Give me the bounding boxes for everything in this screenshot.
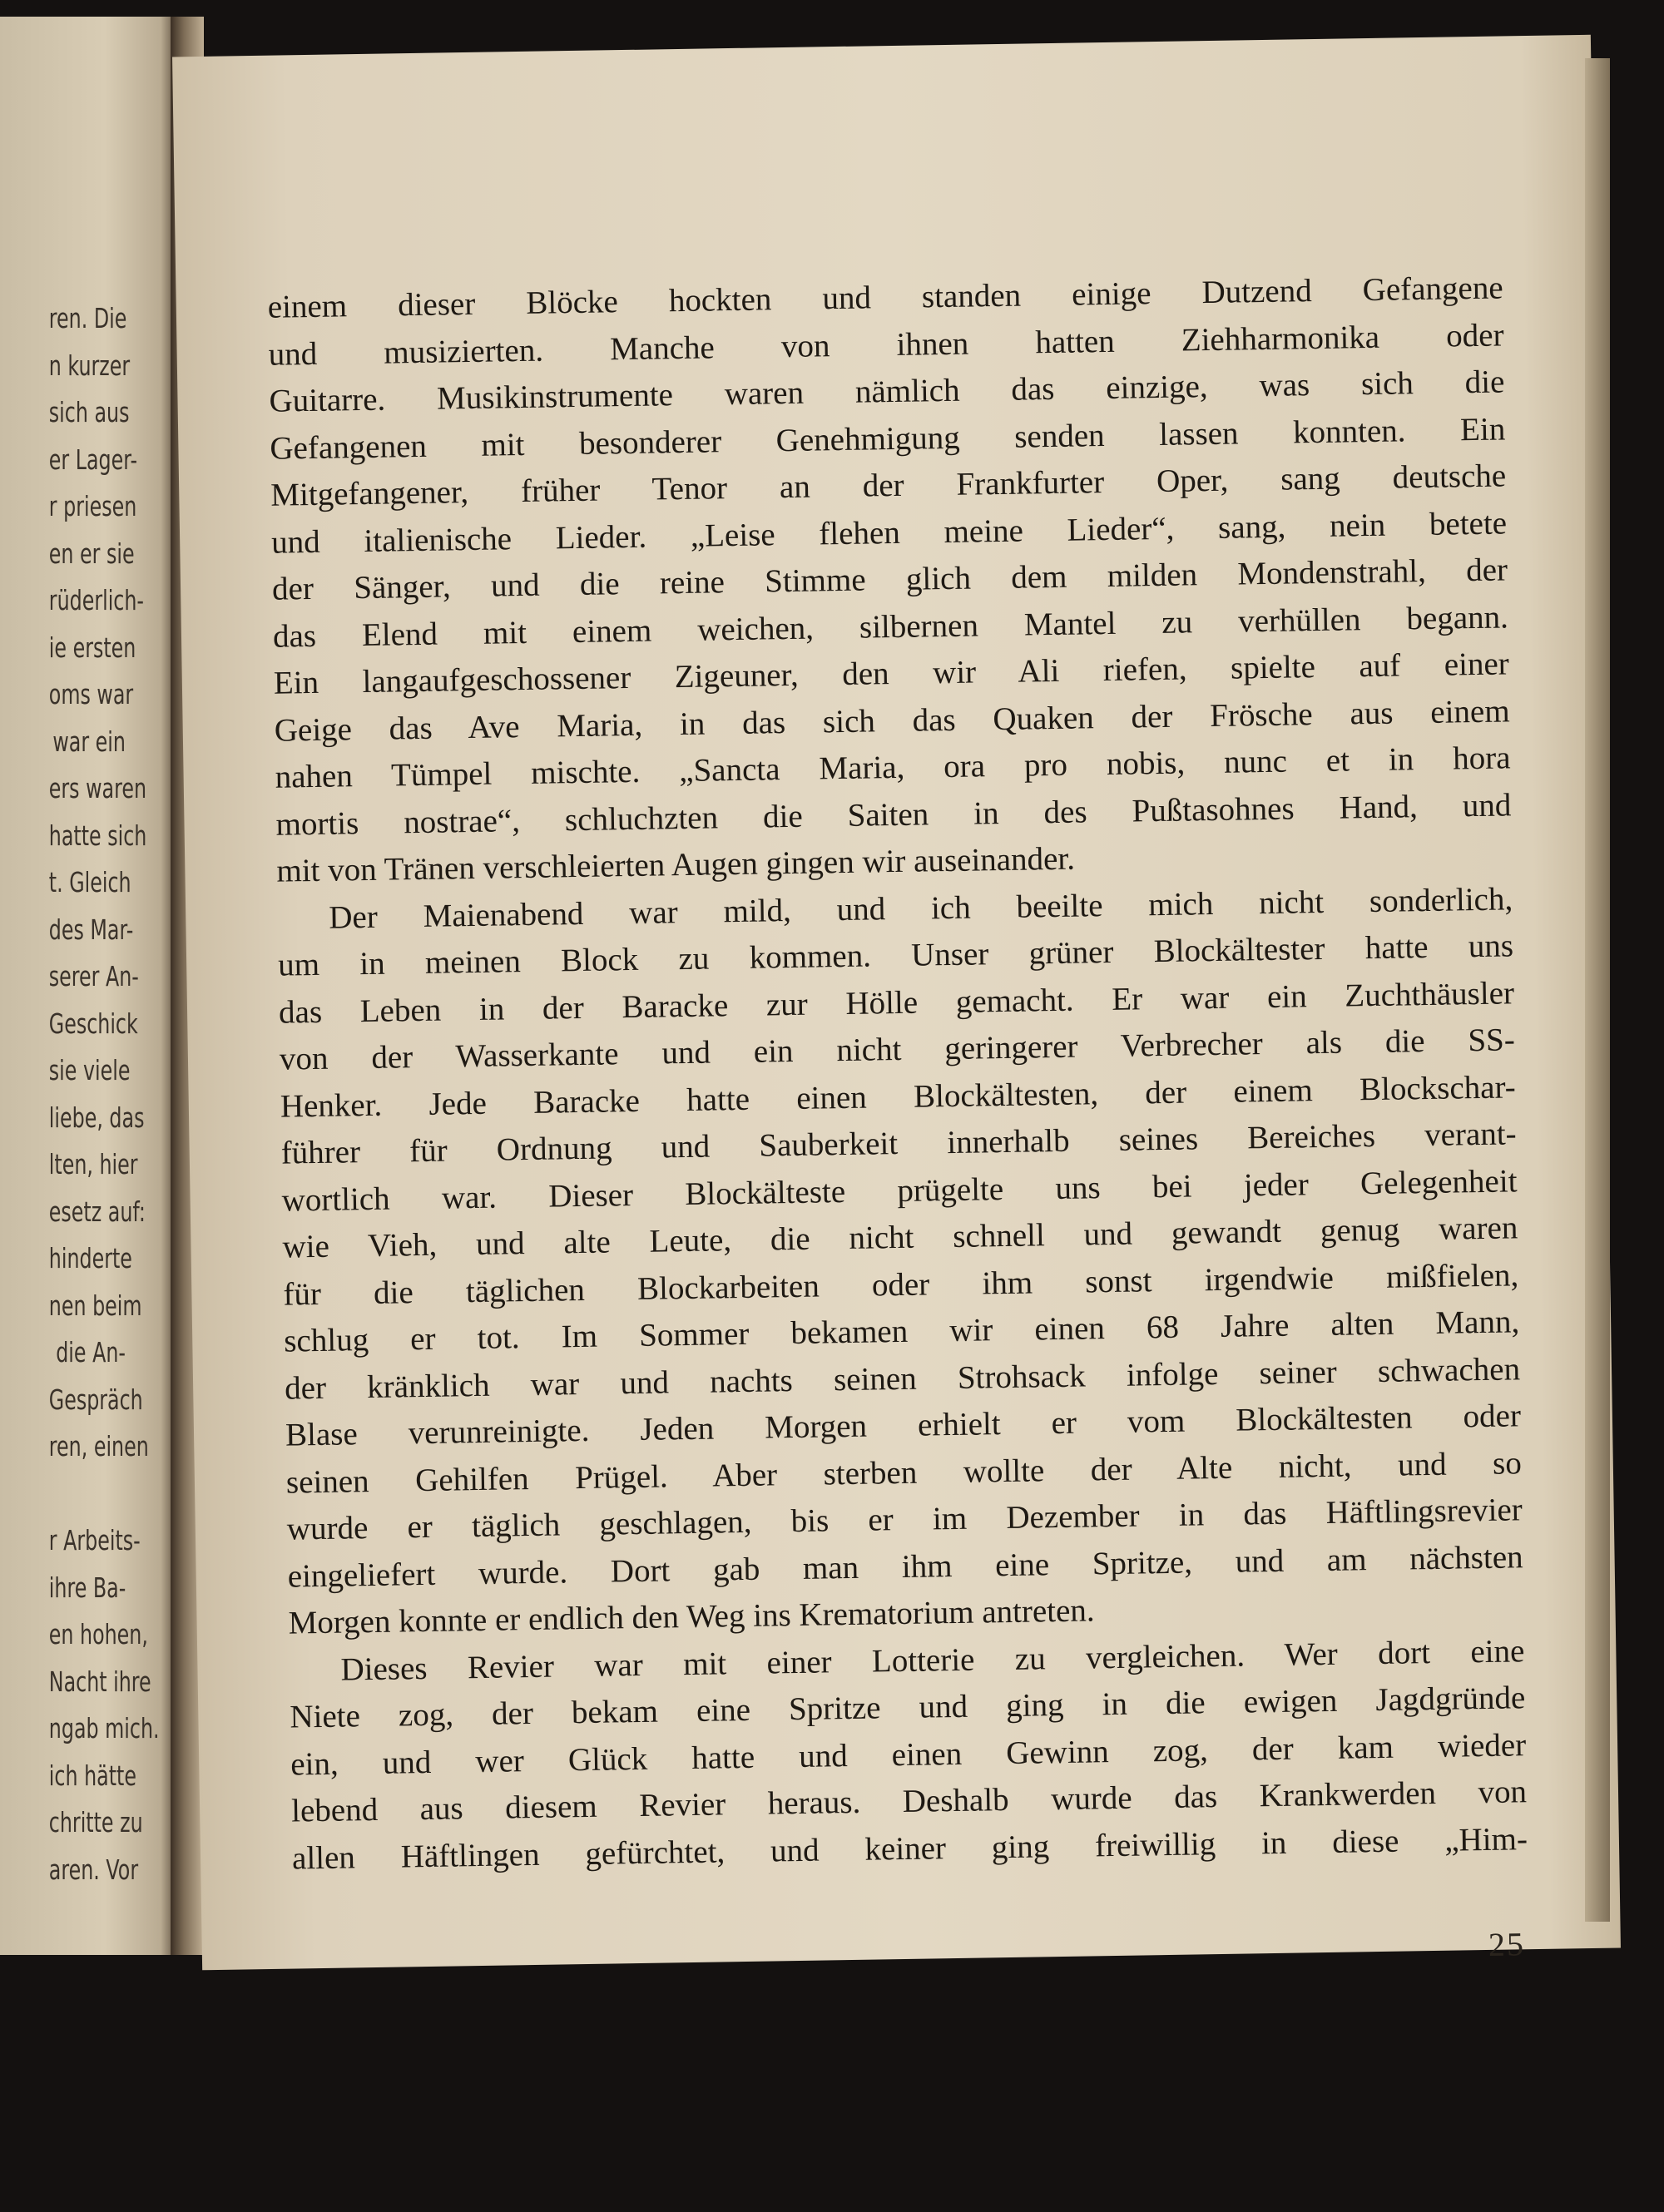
left-page-line: lten, hier — [48, 1148, 138, 1180]
text-line: Niete zog, der bekam eine Spritze und ging in die ewigen Jagdgründe — [290, 1680, 1526, 1735]
text-line: lebend aus diesem Revier heraus. Deshalb wurde das Krankwerden von — [290, 1774, 1528, 1829]
left-page-line: ren. Die — [48, 302, 127, 334]
left-page-line: hatte sich — [48, 819, 147, 852]
page-number: 25 — [1488, 1925, 1526, 1963]
text-line: nahen Tümpel mischte. „Sancta Maria, ora pro nobis, nunc et in hora — [275, 740, 1511, 795]
left-page-line: ngab mich. — [48, 1712, 160, 1744]
left-page-line: r Arbeits- — [48, 1524, 141, 1556]
text-line: Guitarre. Musikinstrumente waren nämlich das einzige, was sich die — [269, 364, 1505, 419]
left-page-line: liebe, das — [48, 1101, 145, 1134]
paragraph — [267, 265, 1512, 895]
text-line: von der Wasserkante und ein nicht geringerer Verbrecher als die SS- — [279, 1022, 1516, 1077]
paragraph — [289, 1628, 1528, 1883]
left-page-line: r priesen — [48, 490, 137, 522]
left-page-line: die An- — [56, 1336, 126, 1368]
text-line: Der Maienabend war mild, und ich beeilte mich nicht sonderlich, — [328, 880, 1513, 936]
text-line: seinen Gehilfen Prügel. Aber sterben wollte der Alte nicht, und so — [285, 1444, 1523, 1501]
left-page-line: Geschick — [48, 1007, 138, 1040]
text-line: das Leben in der Baracke zur Hölle gemacht. Er war ein Zuchthäusler — [278, 974, 1515, 1031]
left-page-line: nen beim — [48, 1289, 142, 1322]
left-page-line: ihre Ba- — [48, 1571, 126, 1604]
text-line: Morgen konnte er endlich den Weg ins Krematorium antreten. — [288, 1592, 1095, 1641]
left-page-line: ers waren — [48, 772, 147, 804]
left-page-line: rüderlich- — [48, 584, 144, 616]
text-line: für die täglichen Blockarbeiten oder ihm sonst irgendwie mißfielen, — [283, 1256, 1519, 1313]
text-line: wurde er täglich geschlagen, bis er im Dezember in das Häftlingsrevier — [286, 1492, 1523, 1547]
text-line: ein, und wer Glück hatte und einen Gewinn zog, der kam wieder — [290, 1726, 1527, 1783]
left-page-line: en hohen, — [48, 1618, 148, 1650]
left-page-line — [49, 1471, 175, 1518]
left-page-line: ich hätte — [48, 1759, 136, 1792]
paragraph — [277, 876, 1524, 1647]
text-line: mortis nostrae“, schluchzten die Saiten in des Pußtasohnes Hand, und — [275, 786, 1512, 843]
left-page-line: ie ersten — [48, 631, 136, 664]
text-line: schlug er tot. Im Sommer bekamen wir einen 68 Jahre alten Mann, — [283, 1304, 1520, 1359]
text-line: wortlich war. Dieser Blockälteste prügelte uns bei jeder Gelegenheit — [281, 1162, 1518, 1219]
left-page-line: serer An- — [48, 960, 139, 992]
text-line: allen Häftlingen gefürchtet, und keiner ging freiwillig in diese „Him- — [291, 1820, 1528, 1877]
text-line: Mitgefangener, früher Tenor an der Frankfurter Oper, sang deutsche — [270, 458, 1507, 513]
text-line: wie Vieh, und alte Leute, die nicht schnell und gewandt genug waren — [282, 1210, 1518, 1265]
left-page-text — [0, 295, 175, 1893]
text-line: Henker. Jede Baracke hatte einen Blockältesten, der einem Blockschar- — [280, 1068, 1517, 1125]
left-page-line: n kurzer — [48, 349, 131, 382]
right-page — [172, 35, 1621, 1970]
left-page-line: war ein — [52, 725, 126, 758]
left-page-line: esetz auf: — [48, 1195, 146, 1228]
text-line: Dieses Revier war mit einer Lotterie zu vergleichen. Wer dort eine — [340, 1632, 1525, 1688]
text-line: Geige das Ave Maria, in das sich das Quaken der Frösche aus einem — [274, 692, 1510, 749]
text-line: um in meinen Block zu kommen. Unser grüner Blockältester hatte uns — [277, 928, 1514, 983]
text-line: Blase verunreinigte. Jeden Morgen erhielt er vom Blockältesten oder — [285, 1398, 1522, 1453]
text-line: der Sänger, und die reine Stimme glich dem milden Mondenstrahl, der — [271, 552, 1508, 607]
text-line: einem dieser Blöcke hockten und standen einige Dutzend Gefangene — [267, 270, 1503, 325]
text-line: führer für Ordnung und Sauberkeit innerhalb seines Bereiches verant- — [280, 1116, 1517, 1171]
page-edge — [1585, 58, 1610, 1922]
left-page-line: des Mar- — [48, 913, 134, 946]
left-page-line: en er sie — [48, 537, 135, 570]
left-page-line: Gespräch — [48, 1383, 143, 1416]
left-page-line: ren, einen — [48, 1430, 149, 1462]
text-line: der kränklich war und nachts seinen Strohsack infolge seiner schwachen — [284, 1350, 1521, 1407]
text-line: und musizierten. Manche von ihnen hatten Ziehharmonika oder — [268, 316, 1504, 373]
text-line: Ein langaufgeschossener Zigeuner, den wir Ali riefen, spielte auf einer — [273, 646, 1510, 701]
left-page-line: aren. Vor — [48, 1853, 139, 1886]
left-page — [0, 17, 175, 1955]
left-page-line: er Lager- — [48, 443, 138, 476]
left-page-line: sich aus — [48, 396, 130, 428]
text-line: mit von Tränen verschleierten Augen gingen wir auseinander. — [276, 840, 1076, 889]
left-page-line: hinderte — [48, 1242, 132, 1274]
left-page-line: t. Gleich — [48, 866, 131, 898]
body-text — [267, 265, 1528, 1882]
left-page-line: chritte zu — [48, 1806, 143, 1838]
left-page-line: oms war — [48, 678, 134, 710]
left-page-line: sie viele — [48, 1054, 131, 1086]
text-line: und italienische Lieder. „Leise flehen meine Lieder“, sang, nein betete — [270, 504, 1508, 561]
text-line: das Elend mit einem weichen, silbernen Mantel zu verhüllen begann. — [272, 598, 1509, 655]
text-line: Gefangenen mit besonderer Genehmigung senden lassen konnten. Ein — [270, 410, 1506, 467]
text-line: eingeliefert wurde. Dort gab man ihm eine Spritze, und am nächsten — [287, 1538, 1523, 1595]
left-page-line: Nacht ihre — [48, 1665, 151, 1698]
